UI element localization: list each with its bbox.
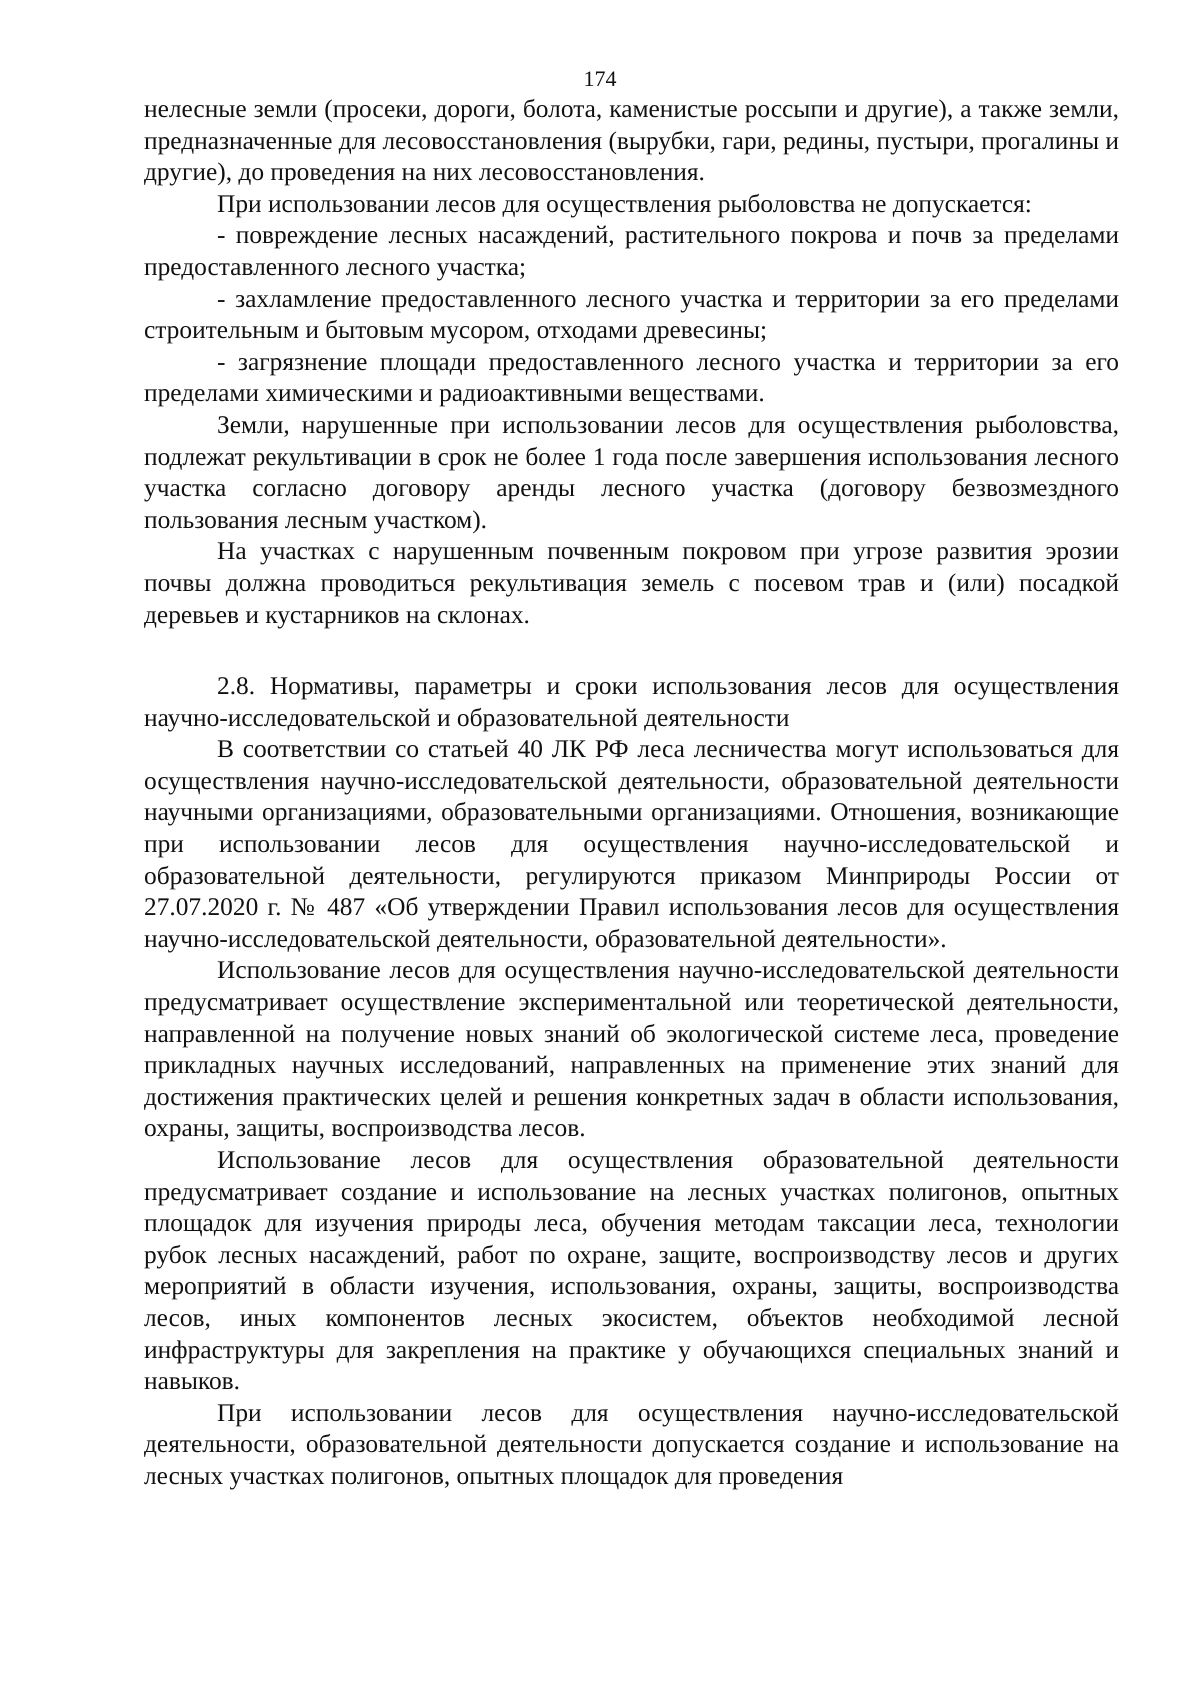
list-item-damage: - повреждение лесных насаждений, растительного покрова и почв за пределами предоставленного лесного участка;	[144, 221, 1119, 281]
paragraph-research-use: Использование лесов для осуществления научно-исследовательской деятельности предусматривает осуществление экспериментальной или теоретической деятельности, направленной на получение новых знаний об экологической системе леса, проведение прикладных научных исследований, направленных на применение этих знаний для достижения практических целей и решения конкретных задач в области использования, охраны, защиты, воспроизводства лесов.	[144, 956, 1119, 1143]
paragraph-fishing-intro: При использовании лесов для осуществления рыболовства не допускается:	[217, 189, 1032, 218]
paragraph-article-40: В соответствии со статьей 40 ЛК РФ леса лесничества могут использоваться для осуществления научно-исследовательской деятельности, образовательной деятельности научными организациями, образовательными организациями. Отношения, возникающие при использовании лесов для осуществления научно-исследовательской и образовательной деятельности, регулируются приказом Минприроды России от 27.07.2020 г. № 487 «Об утверждении Правил использования лесов для осуществления научно-исследовательской деятельности, образовательной деятельности».	[144, 735, 1119, 953]
paragraph-erosion: На участках с нарушенным почвенным покровом при угрозе развития эрозии почвы должна проводиться рекультивация земель с посевом трав и (или) посадкой деревьев и кустарников на склонах.	[144, 537, 1119, 629]
section-spacer	[144, 631, 1119, 671]
list-item-pollution: - загрязнение площади предоставленного лесного участка и территории за его пределами химическими и радиоактивными веществами.	[144, 347, 1119, 408]
page-number: 174	[583, 66, 617, 91]
section-heading-2-8: 2.8. Нормативы, параметры и сроки использования лесов для осуществления научно-исследовательской и образовательной деятельности	[144, 672, 1119, 732]
document-body	[144, 94, 1119, 1493]
paragraph-continuation: нелесные земли (просеки, дороги, болота, каменистые россыпи и другие), а также земли, предназначенные для лесовосстановления (вырубки, гари, редины, пустыри, прогалины и другие), до проведения на них лесовосстановления.	[144, 95, 1119, 187]
paragraph-polygons: При использовании лесов для осуществления научно-исследовательской деятельности, образовательной деятельности допускается создание и использование на лесных участках полигонов, опытных площадок для проведения	[144, 1398, 1119, 1490]
paragraph-education-use: Использование лесов для осуществления образовательной деятельности предусматривает создание и использование на лесных участках полигонов, опытных площадок для изучения природы леса, обучения методам таксации леса, технологии рубок лесных насаждений, работ по охране, защите, воспроизводству лесов и других мероприятий в области изучения, использования, охраны, защиты, воспроизводства лесов, иных компонентов лесных экосистем, объектов необходимой лесной инфраструктуры для закрепления на практике у обучающихся специальных знаний и навыков.	[144, 1146, 1119, 1396]
list-item-littering: - захламление предоставленного лесного участка и территории за его пределами строительным и бытовым мусором, отходами древесины;	[144, 284, 1119, 345]
paragraph-recultivation: Земли, нарушенные при использовании лесов для осуществления рыболовства, подлежат рекультивации в срок не более 1 года после завершения использования лесного участка согласно договору аренды лесного участка (договору безвозмездного пользования лесным участком).	[144, 410, 1119, 534]
